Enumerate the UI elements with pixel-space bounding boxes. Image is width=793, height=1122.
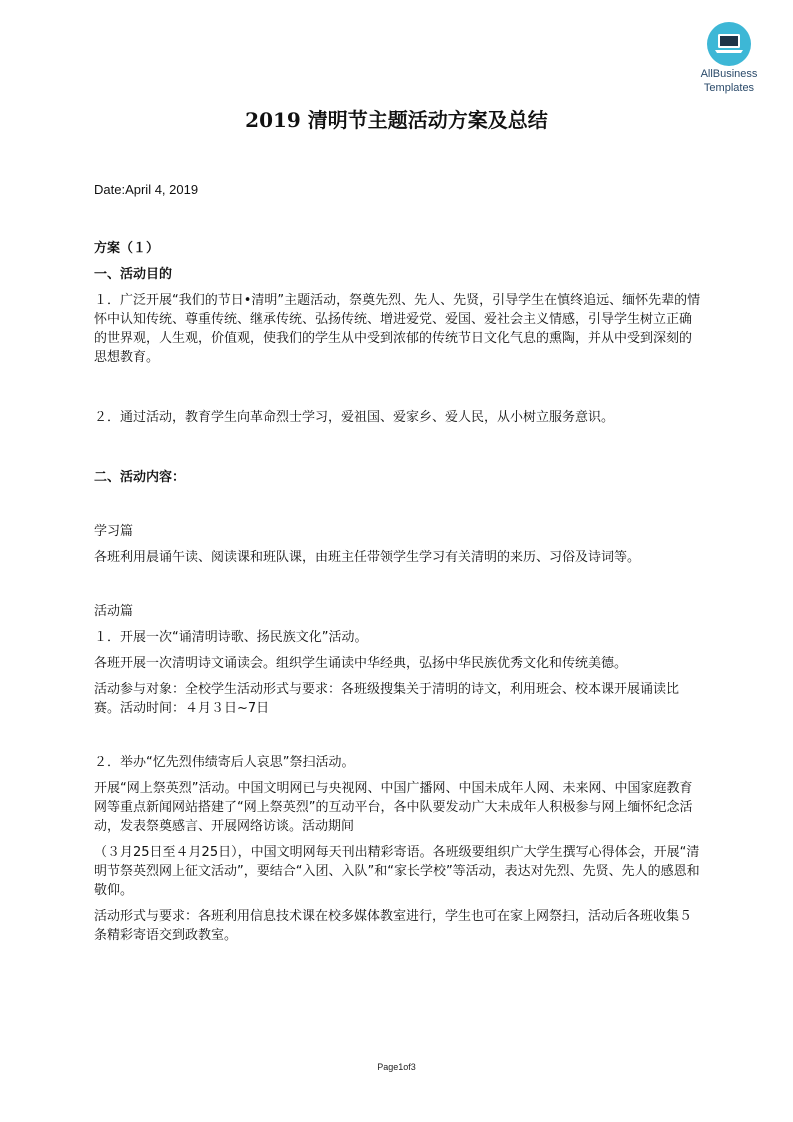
activity2-title: ２．举办“忆先烈伟绩寄后人哀思”祭扫活动。 xyxy=(94,755,355,770)
section1-item2: ２．通过活动，教育学生向革命烈士学习，爱祖国、爱家乡、爱人民，从小树立服务意识。 xyxy=(94,410,615,425)
logo-text-line2: Templates xyxy=(703,82,755,94)
section2-heading: 二、活动内容： xyxy=(94,470,186,485)
page-number: Page1of3 xyxy=(377,1062,416,1072)
activity2-text2: （３月25日至４月25日），中国文明网每天刊出精彩寄语。各班级要组织广大学生撰写心得体会，开展“清明节祭英烈网上征文活动”，要结合“入团、入队”和“家长学校”等活动，表达对先烈、先贤、先人的感恩和敬仰。 xyxy=(94,845,700,898)
activity2-text1: 开展“网上祭英烈”活动。中国文明网已与央视网、中国广播网、中国未成年人网、未来网、中国家庭教育网等重点新闻网站搭建了“网上祭英烈”的互动平台，各中队要发动广大未成年人积极参与网上缅怀纪念活动，发表祭奠感言、开展网络访谈。活动期间 xyxy=(94,781,693,834)
section1-heading: 一、活动目的 xyxy=(94,267,173,282)
document-body xyxy=(94,180,702,952)
laptop-icon xyxy=(707,22,751,66)
activity2-text3: 活动形式与要求：各班利用信息技术课在校多媒体教室进行，学生也可在家上网祭扫，活动后各班收集５条精彩寄语交到政教室。 xyxy=(94,909,693,943)
plan-label: 方案（１） xyxy=(94,241,160,256)
activity-label: 活动篇 xyxy=(94,604,134,619)
document-date: Date:April 4, 2019 xyxy=(94,182,199,197)
document-title: 2019 清明节主题活动方案及总结 xyxy=(245,108,548,132)
section1-item1: １．广泛开展“我们的节日•清明”主题活动，祭奠先烈、先人、先贤，引导学生在慎终追远、缅怀先辈的情怀中认知传统、尊重传统、继承传统、弘扬传统、增进爱党、爱国、爱社会主义情感，引导学生树立正确的世界观，人生观，价值观，使我们的学生从中受到浓郁的传统节日文化气息的熏陶，并从中受到深刻的思想教育。 xyxy=(94,293,701,365)
activity1-text2: 活动参与对象：全校学生活动形式与要求：各班级搜集关于清明的诗文，利用班会、校本课开展诵读比赛。活动时间：４月３日~7日 xyxy=(94,682,680,716)
activity1-text1: 各班开展一次清明诗文诵读会。组织学生诵读中华经典，弘扬中华民族优秀文化和传统美德。 xyxy=(94,656,628,671)
study-text: 各班利用晨诵午读、阅读课和班队课，由班主任带领学生学习有关清明的来历、习俗及诗词等。 xyxy=(94,550,641,565)
activity1-title: １．开展一次“诵清明诗歌、扬民族文化”活动。 xyxy=(94,630,368,645)
study-label: 学习篇 xyxy=(94,524,134,539)
allbusiness-logo xyxy=(694,22,764,94)
logo-text-line1: AllBusiness xyxy=(700,68,758,80)
